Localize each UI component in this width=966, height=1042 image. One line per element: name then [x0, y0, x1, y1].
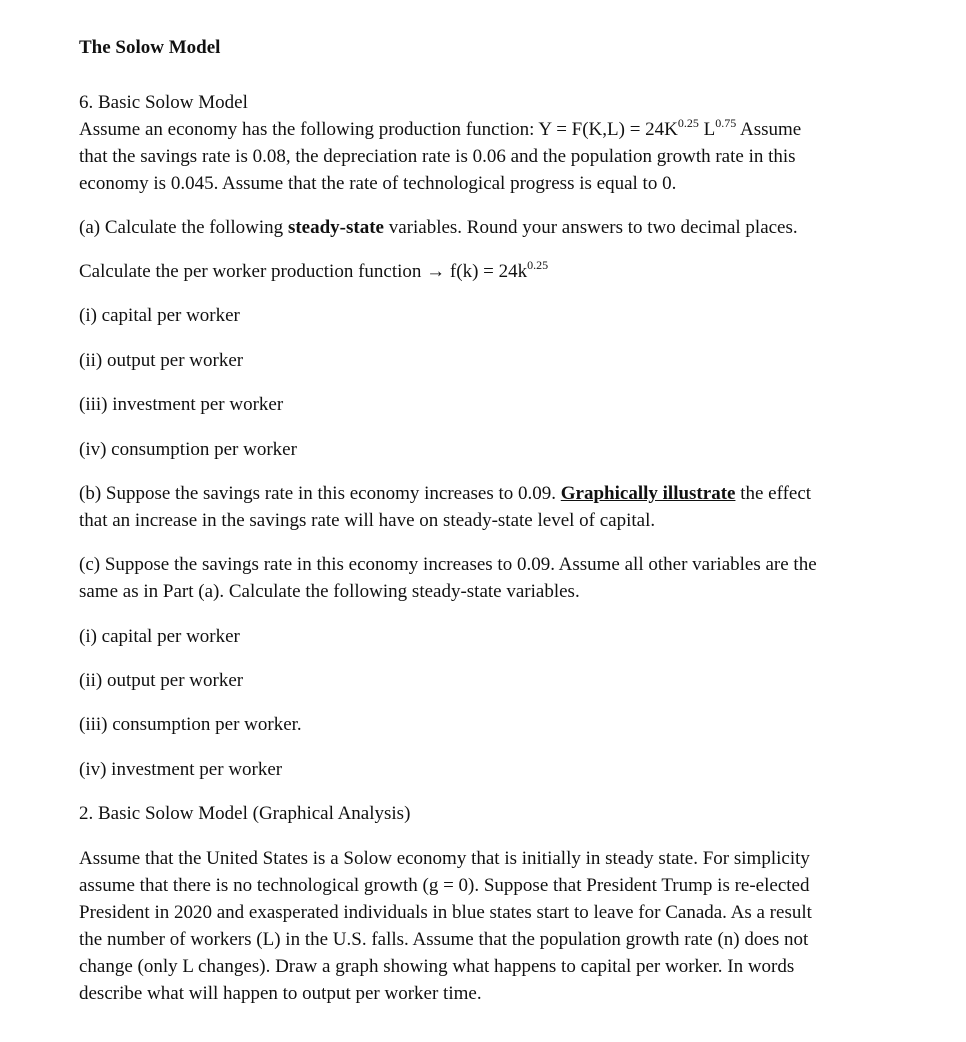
q6-intro-line-1-post: Assume	[736, 119, 802, 140]
q2-line: assume that there is no technological growth (g = 0). Suppose that President Trump is re-elected	[79, 875, 810, 896]
q6-intro-line-3: economy is 0.045. Assume that the rate of technological progress is equal to 0.	[79, 173, 677, 194]
per-worker-exponent: 0.25	[527, 258, 549, 272]
q2-line: change (only L changes). Draw a graph showing what happens to capital per worker. In words	[79, 956, 795, 977]
part-b-line-1	[79, 480, 811, 507]
part-c-line-2: same as in Part (a). Calculate the following steady-state variables.	[79, 581, 580, 602]
per-worker-pre: Calculate the per worker production function → f(k) = 24k	[79, 261, 528, 282]
q6-intro-line-1-pre: Assume an economy has the following production function: Y = F(K,L) = 24K	[79, 119, 678, 140]
q6-intro-line-2: that the savings rate is 0.08, the depreciation rate is 0.06 and the population growth rate in this	[79, 146, 796, 167]
part-a-item: (iii) investment per worker	[79, 394, 284, 415]
per-worker-function	[79, 258, 548, 287]
part-a-item: (i) capital per worker	[79, 305, 240, 326]
q6-intro-line-1-mid: L	[698, 119, 716, 140]
part-c-item: (iii) consumption per worker.	[79, 714, 302, 735]
part-c-item: (i) capital per worker	[79, 626, 240, 647]
part-a-pre: (a) Calculate the following	[79, 217, 288, 238]
part-b-line-2: that an increase in the savings rate will have on steady-state level of capital.	[79, 510, 656, 531]
q2-line: the number of workers (L) in the U.S. falls. Assume that the population growth rate (n) does not	[79, 929, 809, 950]
q2-line: Assume that the United States is a Solow economy that is initially in steady state. For simplicity	[79, 848, 810, 869]
part-b-pre: (b) Suppose the savings rate in this economy increases to 0.09.	[79, 483, 561, 504]
part-c-item: (ii) output per worker	[79, 670, 244, 691]
part-a-bold: steady-state	[287, 217, 384, 238]
part-c-line-1: (c) Suppose the savings rate in this economy increases to 0.09. Assume all other variables are the	[79, 554, 817, 575]
q2-heading: 2. Basic Solow Model (Graphical Analysis)	[79, 803, 411, 824]
part-a-post: variables. Round your answers to two decimal places.	[383, 217, 798, 238]
doc-title: The Solow Model	[79, 37, 221, 58]
part-a-item: (iv) consumption per worker	[79, 439, 297, 460]
q6-heading: 6. Basic Solow Model	[79, 92, 248, 113]
part-b-post: the effect	[735, 483, 812, 504]
q2-line: describe what will happen to output per worker time.	[79, 983, 482, 1004]
q6-intro-line-1	[79, 116, 801, 145]
part-c-item: (iv) investment per worker	[79, 759, 283, 780]
part-b-bold-underlined: Graphically illustrate	[560, 483, 736, 504]
exponent-k: 0.25	[677, 116, 699, 130]
part-a-prompt	[79, 214, 798, 241]
exponent-l: 0.75	[715, 116, 737, 130]
part-a-item: (ii) output per worker	[79, 350, 244, 371]
q2-line: President in 2020 and exasperated individuals in blue states start to leave for Canada. As a result	[79, 902, 812, 923]
